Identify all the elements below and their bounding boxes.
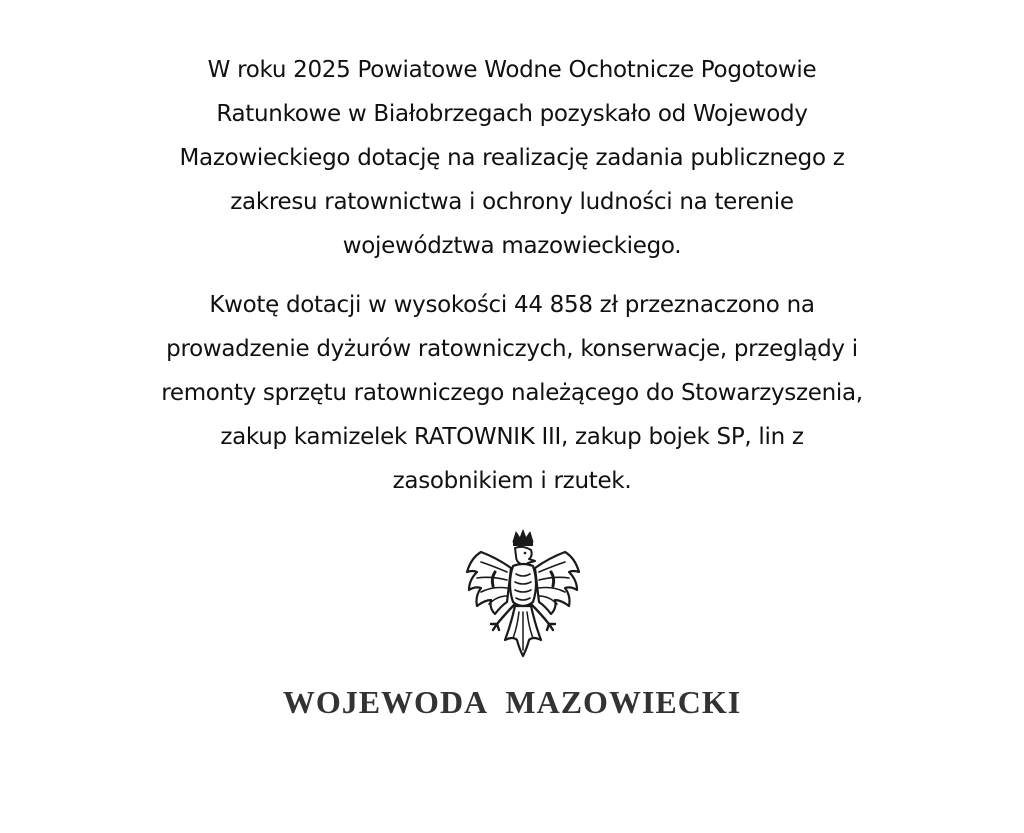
text-line: prowadzenie dyżurów ratowniczych, konserwacje, przeglądy i — [166, 336, 858, 362]
text-line: remonty sprzętu ratowniczego należącego do Stowarzyszenia, — [161, 380, 863, 406]
text-line: województwa mazowieckiego. — [342, 233, 682, 259]
text-line: Kwotę dotacji w wysokości 44 858 zł przeznaczono na — [209, 292, 815, 318]
text-line: zakresu ratownictwa i ochrony ludności na terenie — [230, 189, 794, 215]
text-line: zakup kamizelek RATOWNIK III, zakup bojek SP, lin z — [220, 424, 804, 450]
paragraph-grant-info — [112, 48, 912, 268]
paragraph-grant-usage — [112, 283, 912, 503]
office-name-heading: WOJEWODA MAZOWIECKI — [282, 684, 742, 720]
text-line: W roku 2025 Powiatowe Wodne Ochotnicze Pogotowie — [207, 57, 817, 83]
text-line: zasobnikiem i rzutek. — [392, 468, 632, 494]
polish-eagle-icon — [461, 528, 585, 664]
text-line: Ratunkowe w Białobrzegach pozyskało od Wojewody — [216, 101, 808, 127]
text-line: Mazowieckiego dotację na realizację zadania publicznego z — [179, 145, 845, 171]
